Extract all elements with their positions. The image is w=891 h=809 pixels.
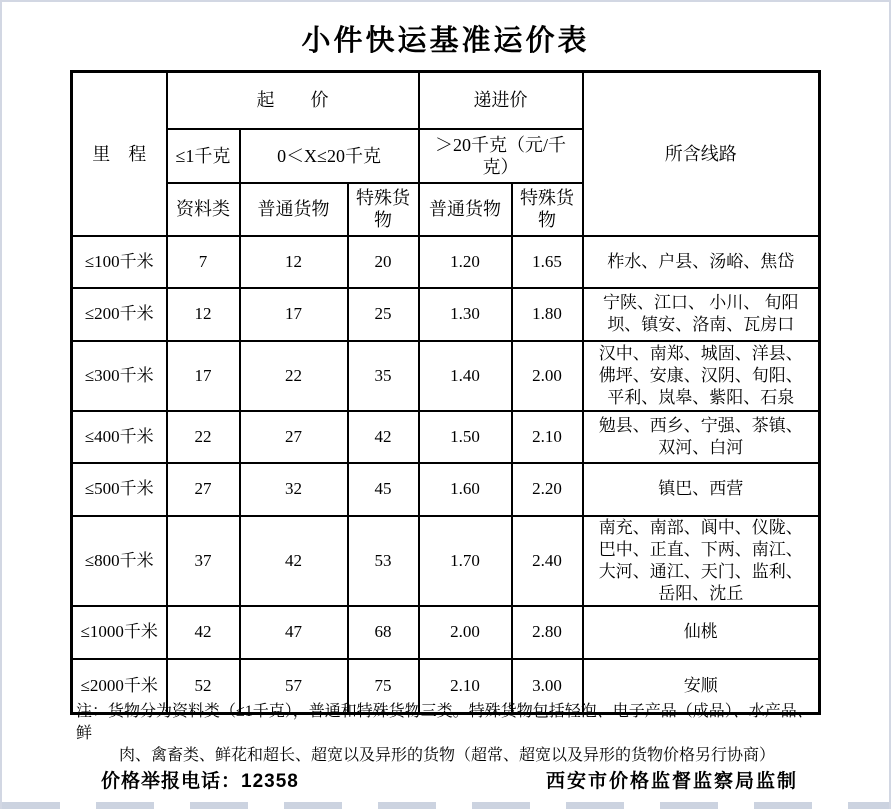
cell-normal-base: 32 [240,463,348,516]
table-row [72,411,820,463]
cell-normal-progressive: 1.30 [419,288,512,341]
cell-doc-price: 52 [167,659,240,714]
cell-special-progressive: 2.10 [512,411,583,463]
header-progressive-price: 递进价 [419,72,583,129]
header-mileage: 里 程 [72,72,167,236]
cell-special-progressive: 3.00 [512,659,583,714]
cell-doc-price: 37 [167,516,240,606]
cell-normal-base: 22 [240,341,348,411]
cell-special-base: 42 [348,411,419,463]
cell-special-progressive: 2.80 [512,606,583,659]
cell-special-base: 35 [348,341,419,411]
header-normal-goods-base: 普通货物 [240,183,348,236]
cell-mileage: ≤1000千米 [72,606,167,659]
cell-normal-progressive: 1.40 [419,341,512,411]
issuing-authority: 西安市价格监督监察局监制 [545,771,798,792]
cell-special-progressive: 1.80 [512,288,583,341]
table-row [72,463,820,516]
cell-special-progressive: 2.00 [512,341,583,411]
footnote-line-1: 注：货物分为资料类（≤1千克），普通和特殊货物三类。特殊货物包括轻泡、电子产品（成品）、水产品、鲜 [76,703,813,742]
cell-mileage: ≤500千米 [72,463,167,516]
cell-normal-base: 57 [240,659,348,714]
footnote-line-2: 肉、禽畜类、鲜花和超长、超宽以及异形的货物（超常、超宽以及异形的货物价格另行协商） [118,747,775,764]
cell-normal-progressive: 1.70 [419,516,512,606]
cell-special-base: 53 [348,516,419,606]
cell-routes: 安顺 [583,659,820,714]
cell-special-progressive: 2.40 [512,516,583,606]
header-normal-goods-progressive: 普通货物 [419,183,512,236]
cell-special-base: 68 [348,606,419,659]
header-weight-gt20kg: ＞20千克（元/千克） [419,129,583,183]
cell-mileage: ≤800千米 [72,516,167,606]
cell-routes: 镇巴、西营 [583,463,820,516]
cell-special-base: 20 [348,236,419,288]
price-report-phone: 价格举报电话：12358 [101,771,299,792]
cell-normal-base: 27 [240,411,348,463]
header-weight-0to20kg: 0＜X≤20千克 [240,129,419,183]
cell-normal-base: 17 [240,288,348,341]
cell-doc-price: 12 [167,288,240,341]
cell-doc-price: 22 [167,411,240,463]
footnote [76,701,818,767]
cell-routes: 仙桃 [583,606,820,659]
page-title: 小件快运基准运价表 [301,25,590,57]
table-row [72,288,820,341]
header-base-price: 起 价 [167,72,419,129]
cell-doc-price: 7 [167,236,240,288]
cell-special-base: 25 [348,288,419,341]
header-routes: 所含线路 [583,72,820,236]
cell-routes: 南充、南部、阆中、仪陇、巴中、正直、下两、南江、大河、通江、天门、监利、岳阳、沈丘 [583,516,820,606]
header-row-1 [72,72,820,129]
cell-normal-progressive: 1.20 [419,236,512,288]
cell-routes: 柞水、户县、汤峪、焦岱 [583,236,820,288]
cell-mileage: ≤400千米 [72,411,167,463]
header-special-goods-base: 特殊货物 [348,183,419,236]
header-special-goods-progressive: 特殊货物 [512,183,583,236]
cell-normal-progressive: 2.10 [419,659,512,714]
cell-normal-base: 42 [240,516,348,606]
footer [2,766,889,790]
cell-routes: 宁陕、江口、 小川、 旬阳坝、镇安、洛南、瓦房口 [583,288,820,341]
cell-normal-progressive: 1.50 [419,411,512,463]
cell-normal-progressive: 1.60 [419,463,512,516]
cell-doc-price: 42 [167,606,240,659]
cell-routes: 勉县、西乡、宁强、茶镇、双河、白河 [583,411,820,463]
header-weight-le1kg: ≤1千克 [167,129,240,183]
cell-mileage: ≤100千米 [72,236,167,288]
bottom-edge-decoration [2,802,889,809]
cell-mileage: ≤2000千米 [72,659,167,714]
table-row [72,606,820,659]
cell-special-base: 75 [348,659,419,714]
cell-doc-price: 17 [167,341,240,411]
table-row [72,341,820,411]
table-row [72,236,820,288]
cell-special-progressive: 2.20 [512,463,583,516]
cell-special-base: 45 [348,463,419,516]
cell-normal-progressive: 2.00 [419,606,512,659]
cell-mileage: ≤200千米 [72,288,167,341]
table-row [72,516,820,606]
cell-mileage: ≤300千米 [72,341,167,411]
cell-doc-price: 27 [167,463,240,516]
header-doc-class: 资料类 [167,183,240,236]
cell-normal-base: 12 [240,236,348,288]
cell-normal-base: 47 [240,606,348,659]
cell-special-progressive: 1.65 [512,236,583,288]
freight-rate-table [70,70,821,715]
cell-routes: 汉中、南郑、城固、洋县、佛坪、安康、汉阴、旬阳、平利、岚皋、紫阳、石泉 [583,341,820,411]
